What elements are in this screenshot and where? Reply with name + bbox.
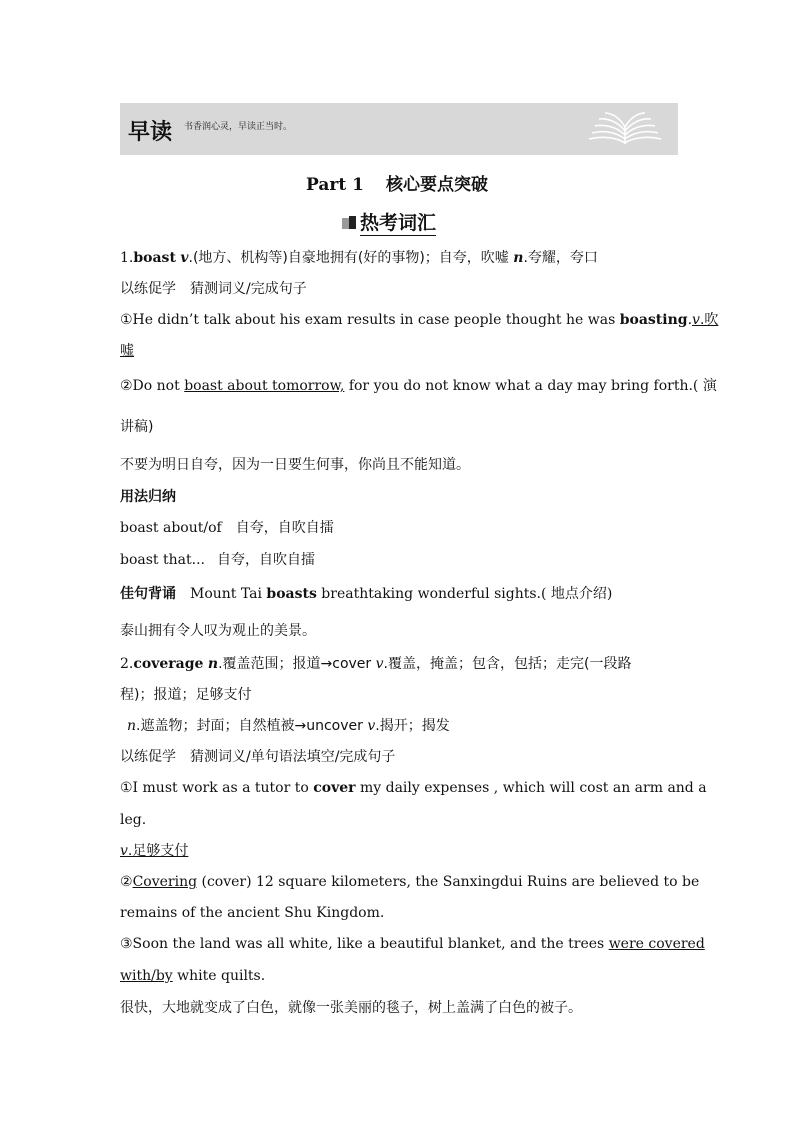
- open-book-icon: [586, 109, 664, 147]
- entry-word: coverage: [133, 656, 204, 672]
- example-sentence: ②Do not boast about tomorrow, for you do not know what a day may bring forth.( 演: [120, 378, 717, 394]
- section-marker-icon: [342, 216, 356, 230]
- example-sentence: ①I must work as a tutor to cover my daily expenses , which will cost an arm and a: [120, 780, 707, 796]
- entry-2-definition: 2.coverage n.覆盖范围；报道→cover v.覆盖，掩盖；包含，包括；走完(一段路: [120, 656, 632, 672]
- translation: 很快，大地就变成了白色，就像一张美丽的毯子，树上盖满了白色的被子。: [120, 1000, 582, 1016]
- usage-item: boast about/of 自夸，自吹自擂: [120, 520, 334, 536]
- practice-label: 以练促学 猜测词义/完成句子: [120, 281, 307, 297]
- part-label: Part 1: [306, 175, 364, 195]
- banner-subtitle: 书香润心灵，早读正当时。: [184, 122, 293, 132]
- answer-text: v.足够支付: [120, 843, 189, 859]
- part-title: [0, 170, 794, 195]
- example-sentence: ①He didn’t talk about his exam results in case people thought he was boasting.v.吹: [120, 312, 719, 328]
- answer-text: were covered: [608, 936, 705, 952]
- answer-text: boast about tomorrow,: [184, 378, 345, 394]
- part-heading: 核心要点突破: [385, 175, 488, 195]
- translation: 泰山拥有令人叹为观止的美景。: [120, 623, 316, 639]
- good-sentence: 佳句背诵 Mount Tai boasts breathtaking wonderful sights.( 地点介绍): [120, 586, 613, 602]
- answer-text: Covering: [132, 874, 198, 890]
- section-title: [342, 208, 436, 235]
- answer-text: 嘘: [120, 343, 134, 359]
- translation: 不要为明日自夸，因为一日要生何事，你尚且不能知道。: [120, 457, 470, 473]
- answer-text: with/by: [120, 968, 173, 984]
- header-banner: [120, 103, 678, 155]
- banner-title: 早读: [128, 120, 173, 145]
- answer-text: v.吹: [692, 312, 719, 328]
- entry-1-definition: 1.boast v.(地方、机构等)自豪地拥有(好的事物)；自夸，吹嘘 n.夸耀，夸口: [120, 250, 598, 266]
- section-heading: 热考词汇: [360, 212, 437, 234]
- practice-label: 以练促学 猜测词义/单句语法填空/完成句子: [120, 749, 396, 765]
- usage-title: 用法归纳: [120, 489, 176, 505]
- usage-item: boast that... 自夸，自吹自擂: [120, 552, 315, 568]
- example-sentence: ③Soon the land was all white, like a beautiful blanket, and the trees were covered: [120, 936, 705, 952]
- entry-word: boast: [133, 250, 176, 266]
- example-sentence: ②Covering (cover) 12 square kilometers, the Sanxingdui Ruins are believed to be: [120, 874, 700, 890]
